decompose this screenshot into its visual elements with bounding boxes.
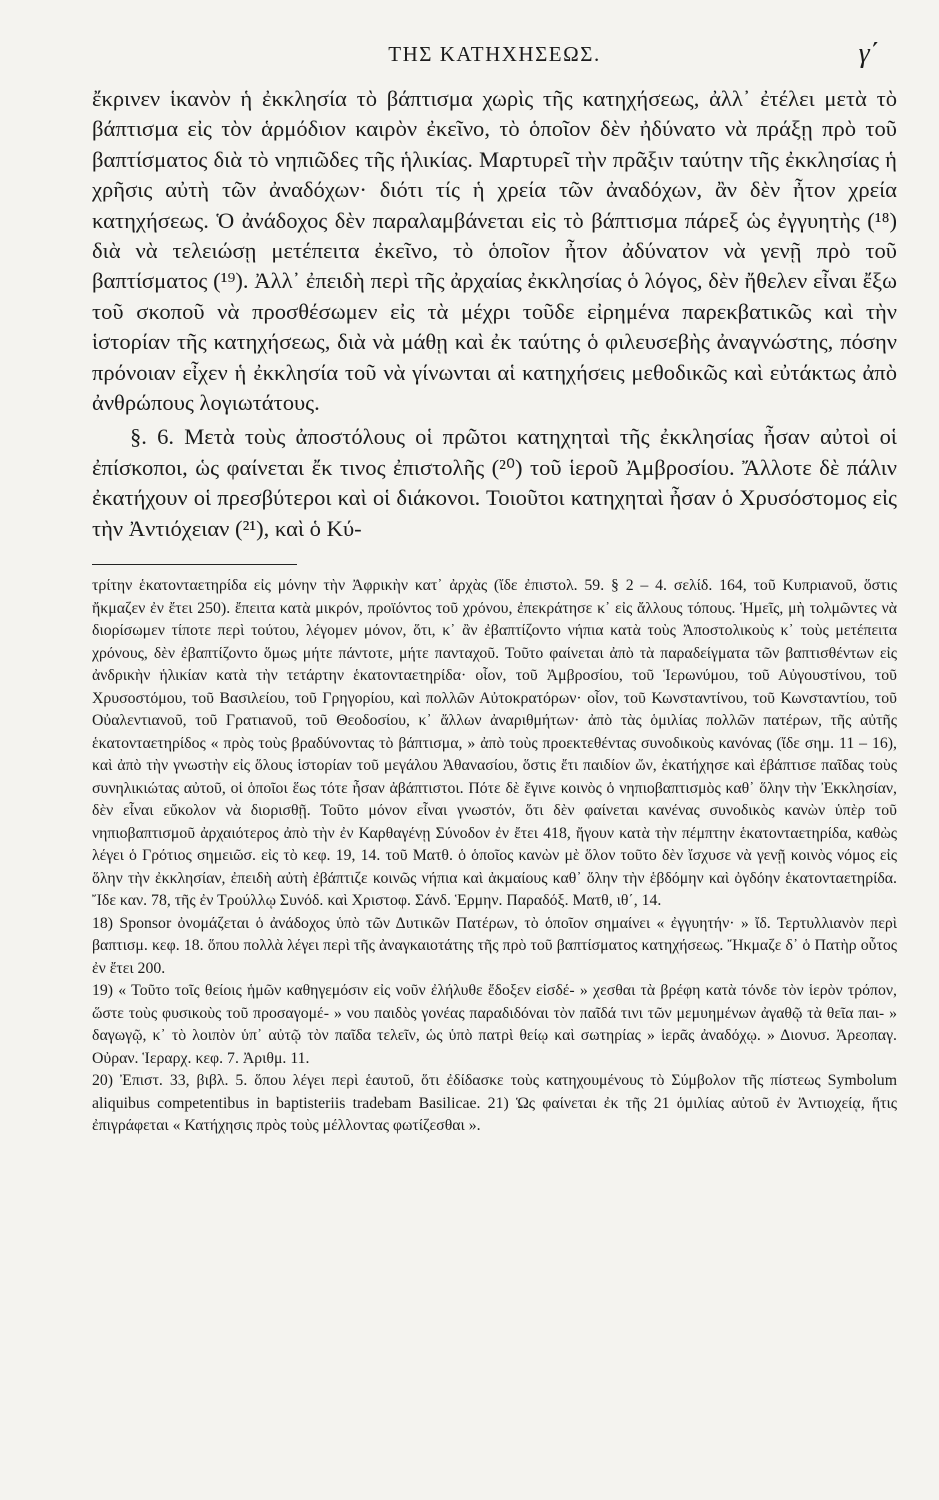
footnotes (92, 575, 897, 1138)
footnote-continuation: τρίτην ἑκατονταετηρίδα εἰς μόνην τὴν Ἀφρικὴν κατ᾽ ἀρχὰς (ἴδε ἐπιστολ. 59. § 2 – 4. σελίδ. 164, τοῦ Κυπριανοῦ, ὅστις ἤκμαζεν ἐν ἔτει 250). ἔπειτα κατὰ μικρόν, προϊόντος τοῦ χρόνου, ἐπεκράτησε κ᾽ εἰς ἄλλους τόπους. Ἡμεῖς, μὴ τολμῶντες νὰ διορίσωμεν τίποτε περὶ τούτου, λέγομεν μόνον, ὅτι, κ᾽ ἂν ἐβαπτίζοντο νήπια κατὰ τοὺς Ἀποστολικοὺς κ᾽ τοὺς μετέπειτα χρόνους, δὲν ἐβαπτίζοντο ὅμως μήτε πάντοτε, μήτε πανταχοῦ. Τοῦτο φαίνεται ἀπὸ τὰ παραδείγματα τῶν βαπτισθέντων εἰς ἀνδρικὴν ἡλικίαν κατὰ τὴν τετάρτην ἑκατονταετηρίδα· οἷον, τοῦ Ἀμβροσίου, τοῦ Ἱερωνύμου, τοῦ Αὐγουστίνου, τοῦ Χρυσοστόμου, τοῦ Βασιλείου, τοῦ Γρηγορίου, καὶ πολλῶν Αὐτοκρατόρων· οἷον, τοῦ Κωνσταντίνου, τοῦ Κωνσταντίου, τοῦ Οὐαλεντιανοῦ, τοῦ Γρατιανοῦ, τοῦ Θεοδοσίου, κ᾽ ἄλλων ἀναριθμήτων· ἀπὸ τὰς ὁμιλίας πολλῶν πατέρων, τῆς αὐτῆς ἑκατονταετηρίδος « πρὸς τοὺς βραδύνοντας τὸ βάπτισμα, » ἀπὸ τοὺς προεκτεθέντας συνοδικοὺς κανόνας (ἴδε σημ. 11 – 16), καὶ ἀπὸ τὴν γνωστὴν εἰς ὅλους ἱστορίαν τοῦ μεγάλου Ἀθανασίου, ὅστις ἔτι παιδίον ὤν, ἐκατήχησε καὶ ἐβάπτισε παῖδας τοὺς συνηλικιώτας αὐτοῦ, οἱ ὁποῖοι ἕως τότε ἦσαν ἀβάπτιστοι. Πότε δὲ ἔγινε κοινὸς ὁ νηπιοβαπτισμὸς καθ᾽ ὅλην τὴν Ἐκκλησίαν, δὲν εἶναι εὔκολον νὰ διορισθῇ. Τοῦτο μόνον εἶναι γνωστόν, ὅτι δὲν φαίνεται κανένας συνοδικὸς κανὼν ὑπὲρ τοῦ νηπιοβαπτισμοῦ ἀρχαιότερος ἀπὸ τὴν ἐν Καρθαγένῃ Σύνοδον ἐν ἔτει 418, ἤγουν κατὰ τὴν πέμπτην ἑκατονταετηρίδα, καθὼς λέγει ὁ Γρότιος σημειῶσ. εἰς τὸ κεφ. 19, 14. τοῦ Ματθ. ὁ ὁποῖος κανὼν μὲ ὅλον τοῦτο δὲν ἴσχυσε νὰ γενῇ κοινὸς νόμος εἰς ὅλην τὴν ἐκκλησίαν, ἐπειδὴ αὐτὴ ἐβάπτιζε κοινῶς νήπια καὶ ἀκμαίους καθ᾽ ὅλην τὴν ἑβδόμην καὶ ὀγδόην ἑκατονταετηρίδα. Ἴδε καν. 78, τῆς ἐν Τρούλλῳ Συνόδ. καὶ Χριστοφ. Σάνδ. Ἑρμην. Παραδόξ. Ματθ, ιθ΄, 14. (92, 577, 897, 910)
footnote-19: 19) « Τοῦτο τοῖς θείοις ἡμῶν καθηγεμόσιν εἰς νοῦν ἐλήλυθε ἔδοξεν εἰσδέ- » χεσθαι τὰ βρέφη κατὰ τόνδε τὸν ἱερὸν τρόπον, ὥστε τοὺς φυσικοὺς τοῦ προσαγομέ- » νου παιδὸς γονέας παραδιδόναι τὸν παῖδά τινι τῶν μεμυημένων ἀγαθῷ τὰ θεῖα παι- » δαγωγῷ, κ᾽ τὸ λοιπὸν ὑπ᾽ αὐτῷ τὸν παῖδα τελεῖν, ὡς ὑπὸ πατρὶ θείῳ καὶ σωτηρίας » ἱερᾶς ἀναδόχῳ. » Διονυσ. Ἀρεοπαγ. Οὐραν. Ἱεραρχ. κεφ. 7. Ἀριθμ. 11. (92, 982, 897, 1067)
page-header (92, 36, 897, 76)
main-text (92, 84, 897, 544)
footnote-20-21: 20) Ἐπιστ. 33, βιβλ. 5. ὅπου λέγει περὶ ἑαυτοῦ, ὅτι ἐδίδασκε τοὺς κατηχουμένους τὸ Σύμβολον τῆς πίστεως Symbolum aliquibus competentibus in baptisteriis tradebam Basilicae. 21) Ὡς φαίνεται ἐκ τῆς 21 ὁμιλίας αὐτοῦ ἐν Ἀντιοχείᾳ, ἥτις ἐπιγράφεται « Κατήχησις πρὸς τοὺς μέλλοντας φωτίζεσθαι ». (92, 1072, 897, 1135)
body-paragraph-1: ἔκρινεν ἱκανὸν ἡ ἐκκλησία τὸ βάπτισμα χωρὶς τῆς κατηχήσεως, ἀλλ᾽ ἐτέλει μετὰ τὸ βάπτισμα εἰς τὸν ἁρμόδιον καιρὸν ἐκεῖνο, τὸ ὁποῖον δὲν ἠδύνατο νὰ πράξῃ πρὸ τοῦ βαπτίσματος διὰ τὸ νηπιῶδες τῆς ἡλικίας. Μαρτυρεῖ τὴν πρᾶξιν ταύτην τῆς ἐκκλησίας ἡ χρῆσις αὐτὴ τῶν ἀναδόχων· διότι τίς ἡ χρεία τῶν ἀναδόχων, ἂν δὲν ἦτον χρεία κατηχήσεως. Ὁ ἀνάδοχος δὲν παραλαμβάνεται εἰς τὸ βάπτισμα πάρεξ ὡς ἐγγυητὴς (¹⁸) διὰ νὰ τελειώσῃ μετέπειτα ἐκεῖνο, τὸ ὁποῖον ἦτον ἀδύνατον νὰ γενῇ πρὸ τοῦ βαπτίσματος (¹⁹). Ἀλλ᾽ ἐπειδὴ περὶ τῆς ἀρχαίας ἐκκλησίας ὁ λόγος, δὲν ἤθελεν εἶναι ἔξω τοῦ σκοποῦ νὰ προσθέσωμεν εἰς τὰ μέχρι τοῦδε εἰρημένα παρεκβατικῶς καὶ τὴν ἱστορίαν τῆς κατηχήσεως, διὰ νὰ μάθῃ καὶ ἐκ ταύτης ὁ φιλευσεβὴς ἀναγνώστης, πόσην πρόνοιαν εἶχεν ἡ ἐκκλησία τοῦ νὰ γίνωνται αἱ κατηχήσεις μεθοδικῶς καὶ εὐτάκτως ἀπὸ ἀνθρώπους λογιωτάτους. (92, 86, 897, 416)
body-paragraph-2: §. 6. Μετὰ τοὺς ἀποστόλους οἱ πρῶτοι κατηχηταὶ τῆς ἐκκλησίας ἦσαν αὐτοὶ οἱ ἐπίσκοποι, ὡς φαίνεται ἔκ τινος ἐπιστολῆς (²⁰) τοῦ ἱεροῦ Ἀμβροσίου. Ἄλλοτε δὲ πάλιν ἐκατήχουν οἱ πρεσβύτεροι καὶ οἱ διάκονοι. Τοιοῦτοι κατηχηταὶ ἦσαν ὁ Χρυσόστομος εἰς τὴν Ἀντιόχειαν (²¹), καὶ ὁ Κύ- (92, 424, 897, 541)
running-title: ΤΗΣ ΚΑΤΗΧΗΣΕΩΣ. (388, 42, 601, 66)
footnote-rule (92, 564, 297, 565)
page-number: γ΄ (858, 38, 879, 69)
footnote-18: 18) Sponsor ὀνομάζεται ὁ ἀνάδοχος ὑπὸ τῶν Δυτικῶν Πατέρων, τὸ ὁποῖον σημαίνει « ἐγγυητήν· » ἴδ. Τερτυλλιανὸν περὶ βαπτισμ. κεφ. 18. ὅπου πολλὰ λέγει περὶ τῆς ἀναγκαιοτάτης τῆς πρὸ τοῦ βαπτίσματος κατηχήσεως. Ἤκμαζε δ᾽ ὁ Πατὴρ οὗτος ἐν ἔτει 200. (92, 914, 897, 977)
